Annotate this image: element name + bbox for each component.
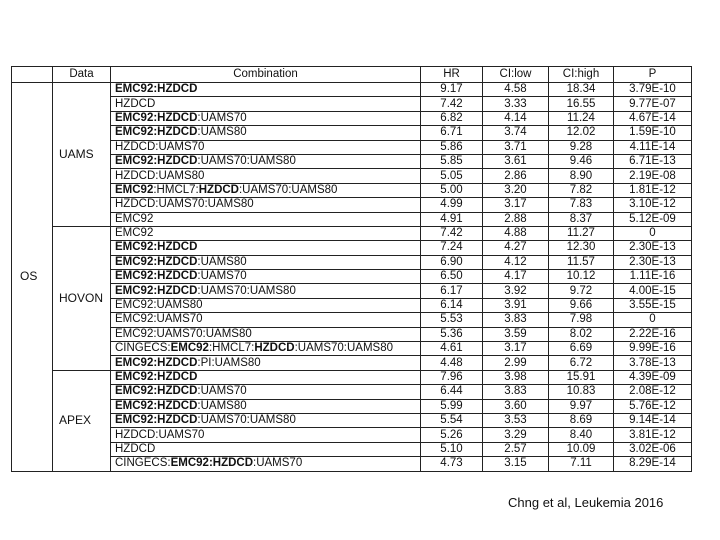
table-row bbox=[12, 327, 692, 341]
hr-cell: 6.44 bbox=[421, 385, 483, 399]
ci-low-cell: 2.99 bbox=[483, 356, 549, 370]
p-value-cell: 9.77E-07 bbox=[614, 97, 692, 111]
combination-part: :UAMS70:UAMS80 bbox=[238, 183, 338, 196]
p-value-cell: 0 bbox=[614, 226, 692, 240]
hr-cell: 7.42 bbox=[421, 97, 483, 111]
combination-part: EMC92:HZDCD bbox=[115, 284, 198, 297]
combination-part: :UAMS70:UAMS80 bbox=[197, 284, 296, 297]
ci-low-cell: 3.91 bbox=[483, 298, 549, 312]
table-row bbox=[12, 169, 692, 183]
table-row bbox=[12, 342, 692, 356]
combination-part: EMC92:HZDCD bbox=[115, 371, 198, 383]
endpoint-cell: OS bbox=[12, 83, 53, 472]
combination-part: :PI:UAMS80 bbox=[197, 356, 261, 369]
hr-cell: 6.50 bbox=[421, 270, 483, 284]
hr-cell: 4.99 bbox=[421, 198, 483, 212]
combination-cell bbox=[111, 97, 421, 111]
combination-cell bbox=[111, 413, 421, 427]
header-hr: HR bbox=[421, 67, 483, 83]
combination-part: EMC92:UAMS70:UAMS80 bbox=[115, 327, 252, 340]
p-value-cell: 5.12E-09 bbox=[614, 212, 692, 226]
combination-cell bbox=[111, 241, 421, 255]
dataset-cell: UAMS bbox=[53, 83, 111, 227]
combination-part: EMC92:HZDCD bbox=[115, 414, 198, 427]
combination-part: EMC92:HZDCD bbox=[115, 241, 198, 254]
ci-high-cell: 11.27 bbox=[549, 226, 614, 240]
ci-high-cell: 18.34 bbox=[549, 83, 614, 97]
combination-part: :UAMS70 bbox=[197, 270, 247, 283]
header-row bbox=[12, 67, 692, 83]
ci-high-cell: 11.57 bbox=[549, 255, 614, 269]
combination-part: EMC92:HZDCD bbox=[115, 270, 198, 283]
combination-part: EMC92:HZDCD bbox=[115, 399, 198, 412]
ci-low-cell: 3.20 bbox=[483, 183, 549, 197]
ci-low-cell: 4.12 bbox=[483, 255, 549, 269]
table-row bbox=[12, 126, 692, 140]
ci-low-cell: 3.92 bbox=[483, 284, 549, 298]
combination-cell bbox=[111, 169, 421, 183]
p-value-cell: 1.11E-16 bbox=[614, 270, 692, 284]
p-value-cell: 3.79E-10 bbox=[614, 83, 692, 97]
combination-part: CINGECS: bbox=[115, 342, 171, 355]
citation: Chng et al, Leukemia 2016 bbox=[508, 495, 664, 510]
combination-cell bbox=[111, 255, 421, 269]
ci-low-cell: 3.98 bbox=[483, 370, 549, 384]
ci-high-cell: 12.30 bbox=[549, 241, 614, 255]
combination-part: HZDCD:UAMS80 bbox=[115, 169, 205, 182]
header-p: P bbox=[614, 67, 692, 83]
p-value-cell: 3.02E-06 bbox=[614, 442, 692, 456]
hr-cell: 5.53 bbox=[421, 313, 483, 327]
hr-cell: 5.85 bbox=[421, 154, 483, 168]
table-row bbox=[12, 428, 692, 442]
p-value-cell: 0 bbox=[614, 313, 692, 327]
table-row bbox=[12, 442, 692, 456]
ci-low-cell: 2.88 bbox=[483, 212, 549, 226]
combination-cell bbox=[111, 226, 421, 240]
combination-part: EMC92:HZDCD bbox=[115, 255, 198, 268]
combination-cell bbox=[111, 154, 421, 168]
combination-part: EMC92:HZDCD bbox=[115, 385, 198, 398]
p-value-cell: 2.30E-13 bbox=[614, 241, 692, 255]
ci-low-cell: 3.61 bbox=[483, 154, 549, 168]
hr-cell: 6.90 bbox=[421, 255, 483, 269]
header-endpoint bbox=[12, 67, 53, 83]
combination-part: EMC92:HZDCD bbox=[170, 457, 254, 470]
combination-part: EMC92:UAMS80 bbox=[115, 299, 203, 312]
hr-cell: 5.10 bbox=[421, 442, 483, 456]
header-data: Data bbox=[53, 67, 111, 83]
table-row bbox=[12, 270, 692, 284]
combination-cell bbox=[111, 342, 421, 356]
combination-cell bbox=[111, 126, 421, 140]
combination-part: :UAMS80 bbox=[197, 255, 247, 268]
combination-part: HZDCD:UAMS70:UAMS80 bbox=[115, 198, 254, 211]
p-value-cell: 3.78E-13 bbox=[614, 356, 692, 370]
combination-part: EMC92:HZDCD bbox=[115, 126, 198, 139]
hr-cell: 4.91 bbox=[421, 212, 483, 226]
ci-low-cell: 4.14 bbox=[483, 111, 549, 125]
combination-cell bbox=[111, 356, 421, 370]
table-row bbox=[12, 413, 692, 427]
combination-cell bbox=[111, 183, 421, 197]
combination-part: HZDCD bbox=[115, 442, 156, 455]
p-value-cell: 9.14E-14 bbox=[614, 413, 692, 427]
hr-cell: 9.17 bbox=[421, 83, 483, 97]
ci-high-cell: 8.40 bbox=[549, 428, 614, 442]
p-value-cell: 3.55E-15 bbox=[614, 298, 692, 312]
combination-cell bbox=[111, 327, 421, 341]
hr-cell: 4.48 bbox=[421, 356, 483, 370]
table-row bbox=[12, 255, 692, 269]
p-value-cell: 9.99E-16 bbox=[614, 342, 692, 356]
table-row bbox=[12, 241, 692, 255]
ci-high-cell: 8.37 bbox=[549, 212, 614, 226]
combination-cell bbox=[111, 457, 421, 471]
combination-cell bbox=[111, 298, 421, 312]
p-value-cell: 2.08E-12 bbox=[614, 385, 692, 399]
combination-part: :UAMS70 bbox=[253, 457, 303, 470]
combination-cell bbox=[111, 428, 421, 442]
ci-low-cell: 3.83 bbox=[483, 385, 549, 399]
ci-low-cell: 3.17 bbox=[483, 342, 549, 356]
combination-part: EMC92:HZDCD bbox=[115, 356, 198, 369]
p-value-cell: 8.29E-14 bbox=[614, 457, 692, 471]
hr-cell: 6.82 bbox=[421, 111, 483, 125]
combination-cell bbox=[111, 83, 421, 97]
table-row bbox=[12, 97, 692, 111]
dataset-cell: HOVON bbox=[53, 226, 111, 370]
hr-cell: 5.36 bbox=[421, 327, 483, 341]
ci-high-cell: 6.72 bbox=[549, 356, 614, 370]
ci-low-cell: 4.27 bbox=[483, 241, 549, 255]
hr-cell: 5.54 bbox=[421, 413, 483, 427]
ci-low-cell: 3.71 bbox=[483, 140, 549, 154]
combination-cell bbox=[111, 198, 421, 212]
p-value-cell: 6.71E-13 bbox=[614, 154, 692, 168]
p-value-cell: 2.30E-13 bbox=[614, 255, 692, 269]
ci-low-cell: 3.15 bbox=[483, 457, 549, 471]
table-row bbox=[12, 385, 692, 399]
ci-high-cell: 7.98 bbox=[549, 313, 614, 327]
p-value-cell: 2.22E-16 bbox=[614, 327, 692, 341]
combination-cell bbox=[111, 370, 421, 384]
combination-part: :HMCL7: bbox=[153, 183, 199, 196]
combination-part: :UAMS80 bbox=[197, 399, 247, 412]
ci-low-cell: 3.53 bbox=[483, 413, 549, 427]
ci-low-cell: 4.58 bbox=[483, 83, 549, 97]
hr-cell: 6.71 bbox=[421, 126, 483, 140]
combination-part: :UAMS70 bbox=[197, 111, 247, 124]
combination-part: CINGECS: bbox=[115, 457, 171, 470]
table-row bbox=[12, 356, 692, 370]
ci-high-cell: 12.02 bbox=[549, 126, 614, 140]
ci-high-cell: 11.24 bbox=[549, 111, 614, 125]
combination-cell bbox=[111, 399, 421, 413]
ci-high-cell: 16.55 bbox=[549, 97, 614, 111]
ci-high-cell: 9.97 bbox=[549, 399, 614, 413]
hr-cell: 7.24 bbox=[421, 241, 483, 255]
ci-low-cell: 3.60 bbox=[483, 399, 549, 413]
ci-high-cell: 9.72 bbox=[549, 284, 614, 298]
ci-high-cell: 7.83 bbox=[549, 198, 614, 212]
ci-high-cell: 8.69 bbox=[549, 413, 614, 427]
ci-low-cell: 3.74 bbox=[483, 126, 549, 140]
combination-part: EMC92 bbox=[115, 227, 154, 240]
table-row bbox=[12, 183, 692, 197]
p-value-cell: 1.81E-12 bbox=[614, 183, 692, 197]
combination-part: :HMCL7: bbox=[208, 342, 255, 355]
combination-cell bbox=[111, 442, 421, 456]
combination-part: :UAMS70:UAMS80 bbox=[197, 155, 296, 168]
p-value-cell: 3.10E-12 bbox=[614, 198, 692, 212]
combination-part: HZDCD:UAMS70 bbox=[115, 140, 205, 153]
ci-high-cell: 8.90 bbox=[549, 169, 614, 183]
p-value-cell: 5.76E-12 bbox=[614, 399, 692, 413]
ci-high-cell: 10.83 bbox=[549, 385, 614, 399]
ci-low-cell: 3.17 bbox=[483, 198, 549, 212]
combination-part: EMC92:UAMS70 bbox=[115, 313, 203, 326]
p-value-cell: 4.11E-14 bbox=[614, 140, 692, 154]
hr-cell: 6.17 bbox=[421, 284, 483, 298]
p-value-cell: 4.39E-09 bbox=[614, 370, 692, 384]
combination-cell bbox=[111, 284, 421, 298]
p-value-cell: 4.00E-15 bbox=[614, 284, 692, 298]
results-table bbox=[11, 66, 692, 472]
combination-part: HZDCD:UAMS70 bbox=[115, 428, 205, 441]
table-row bbox=[12, 111, 692, 125]
table-row bbox=[12, 212, 692, 226]
hr-cell: 5.05 bbox=[421, 169, 483, 183]
ci-high-cell: 7.82 bbox=[549, 183, 614, 197]
table-row bbox=[12, 370, 692, 384]
ci-high-cell: 10.12 bbox=[549, 270, 614, 284]
ci-high-cell: 8.02 bbox=[549, 327, 614, 341]
hr-cell: 6.14 bbox=[421, 298, 483, 312]
combination-cell bbox=[111, 212, 421, 226]
table-row bbox=[12, 140, 692, 154]
table-row bbox=[12, 83, 692, 97]
header-combination: Combination bbox=[111, 67, 421, 83]
table-row bbox=[12, 298, 692, 312]
ci-low-cell: 3.83 bbox=[483, 313, 549, 327]
ci-low-cell: 2.86 bbox=[483, 169, 549, 183]
ci-low-cell: 4.88 bbox=[483, 226, 549, 240]
header-ci-high: CI:high bbox=[549, 67, 614, 83]
p-value-cell: 1.59E-10 bbox=[614, 126, 692, 140]
ci-high-cell: 15.91 bbox=[549, 370, 614, 384]
ci-high-cell: 9.66 bbox=[549, 298, 614, 312]
p-value-cell: 2.19E-08 bbox=[614, 169, 692, 183]
table-row bbox=[12, 154, 692, 168]
p-value-cell: 3.81E-12 bbox=[614, 428, 692, 442]
ci-low-cell: 3.33 bbox=[483, 97, 549, 111]
p-value-cell: 4.67E-14 bbox=[614, 111, 692, 125]
table-row bbox=[12, 226, 692, 240]
combination-cell bbox=[111, 313, 421, 327]
ci-high-cell: 7.11 bbox=[549, 457, 614, 471]
dataset-cell: APEX bbox=[53, 370, 111, 471]
hr-cell: 5.26 bbox=[421, 428, 483, 442]
header-ci-low: CI:low bbox=[483, 67, 549, 83]
table-row bbox=[12, 457, 692, 471]
ci-high-cell: 6.69 bbox=[549, 342, 614, 356]
hr-cell: 5.99 bbox=[421, 399, 483, 413]
ci-high-cell: 9.46 bbox=[549, 154, 614, 168]
combination-part: :UAMS70:UAMS80 bbox=[197, 414, 296, 427]
hr-cell: 7.42 bbox=[421, 226, 483, 240]
combination-part: HZDCD bbox=[254, 342, 295, 355]
combination-part: :UAMS70:UAMS80 bbox=[294, 342, 394, 355]
combination-part: EMC92 bbox=[170, 342, 209, 355]
combination-part: EMC92:HZDCD bbox=[115, 155, 198, 168]
ci-high-cell: 9.28 bbox=[549, 140, 614, 154]
combination-part: HZDCD bbox=[198, 183, 239, 196]
hr-cell: 5.86 bbox=[421, 140, 483, 154]
hr-cell: 4.61 bbox=[421, 342, 483, 356]
combination-part: :UAMS80 bbox=[197, 126, 247, 139]
ci-low-cell: 3.59 bbox=[483, 327, 549, 341]
hr-cell: 5.00 bbox=[421, 183, 483, 197]
table-row bbox=[12, 313, 692, 327]
table-row bbox=[12, 198, 692, 212]
hr-cell: 4.73 bbox=[421, 457, 483, 471]
combination-part: EMC92:HZDCD bbox=[115, 83, 198, 96]
ci-low-cell: 2.57 bbox=[483, 442, 549, 456]
combination-part: HZDCD bbox=[115, 97, 156, 110]
combination-cell bbox=[111, 270, 421, 284]
table-row bbox=[12, 284, 692, 298]
hr-cell: 7.96 bbox=[421, 370, 483, 384]
ci-high-cell: 10.09 bbox=[549, 442, 614, 456]
combination-part: EMC92 bbox=[115, 212, 154, 225]
combination-part: :UAMS70 bbox=[197, 385, 247, 398]
table-row bbox=[12, 399, 692, 413]
combination-cell bbox=[111, 111, 421, 125]
combination-part: EMC92:HZDCD bbox=[115, 111, 198, 124]
combination-part: EMC92 bbox=[115, 183, 154, 196]
combination-cell bbox=[111, 385, 421, 399]
combination-cell bbox=[111, 140, 421, 154]
ci-low-cell: 4.17 bbox=[483, 270, 549, 284]
ci-low-cell: 3.29 bbox=[483, 428, 549, 442]
